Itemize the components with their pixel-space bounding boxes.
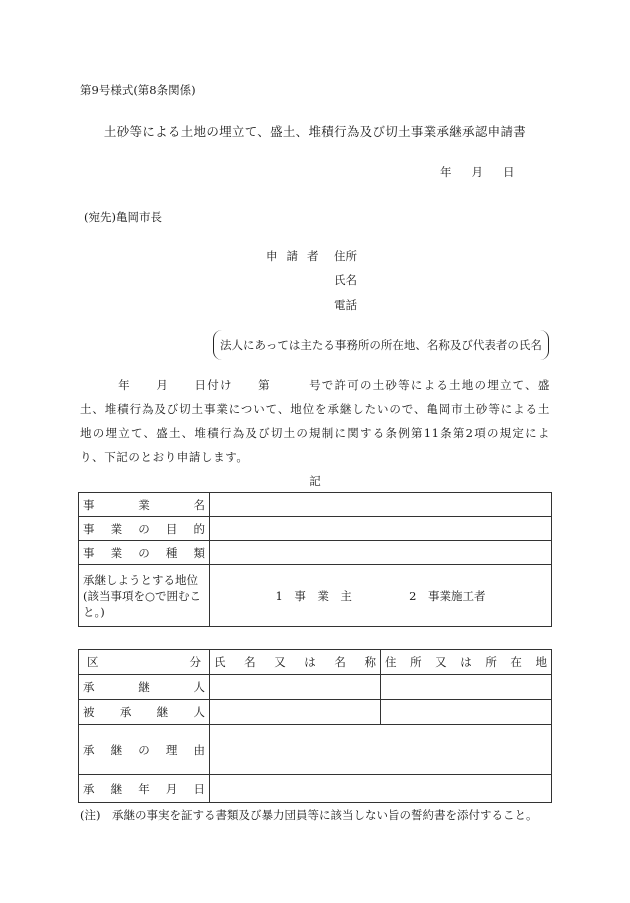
succession-date-label: 承 継 年 月 日 — [83, 781, 205, 796]
status-option-contractor[interactable]: 2 事業施工者 — [409, 588, 486, 603]
header-category-cell — [79, 650, 210, 675]
date-line — [440, 164, 515, 180]
predecessor-label: 被 承 継 人 — [83, 705, 205, 719]
successor-label-cell — [79, 675, 210, 700]
reason-label-cell — [79, 725, 210, 775]
project-type-field[interactable] — [210, 541, 552, 565]
succession-date-label-cell — [79, 775, 210, 803]
successor-address-field[interactable] — [381, 675, 552, 700]
project-type-label: 事 業 の 種 類 — [83, 545, 205, 560]
header-name: 氏 名 又 は 名 称 — [214, 655, 376, 669]
date-day-label: 日 — [503, 165, 515, 179]
project-name-label-cell — [79, 493, 210, 517]
status-options-cell — [210, 565, 552, 627]
successor-name-field[interactable] — [210, 675, 381, 700]
project-purpose-label-cell — [79, 517, 210, 541]
predecessor-address-field[interactable] — [381, 700, 552, 725]
succession-date-field[interactable] — [210, 775, 552, 803]
corporate-note-text: 法人にあっては主たる事務所の所在地、名称及び代表者の氏名 — [220, 338, 542, 352]
project-purpose-field[interactable] — [210, 517, 552, 541]
addressee: (宛先)亀岡市長 — [84, 210, 162, 224]
ki-heading: 記 — [309, 474, 321, 488]
predecessor-label-cell — [79, 700, 210, 725]
succession-table — [78, 649, 552, 803]
date-month-label: 月 — [471, 165, 483, 179]
header-address: 住 所 又 は 所 在 地 — [385, 655, 547, 669]
successor-label: 承 継 人 — [83, 680, 205, 694]
form-number: 第9号様式(第8条関係) — [80, 83, 196, 97]
date-year-label: 年 — [440, 165, 452, 179]
header-category: 区 分 — [87, 655, 201, 669]
document-title: 土砂等による土地の埋立て、盛土、堆積行為及び切土事業承継承認申請書 — [103, 124, 527, 139]
application-body-text: 年 月 日付け 第 号で許可の土砂等による土地の埋立て、盛土、堆積行為及び切土事業について、地位を承継したいので、亀岡市土砂等による土地の埋立て、盛土、堆積行為及び切土の規制に関する条例第11条第2項の規定により、下記のとおり申請します。 — [80, 378, 550, 464]
project-type-label-cell — [79, 541, 210, 565]
applicant-label: 申請者 — [266, 249, 328, 263]
applicant-name-label: 氏名 — [334, 273, 357, 287]
applicant-address-label: 住所 — [334, 249, 357, 263]
status-label: 承継しようとする地位(該当事項を○で囲むこと。) — [83, 572, 202, 619]
corporate-note — [213, 330, 549, 360]
status-option-business-owner[interactable]: 1 事 業 主 — [275, 588, 352, 603]
predecessor-name-field[interactable] — [210, 700, 381, 725]
reason-field[interactable] — [210, 725, 552, 775]
reason-label: 承 継 の 理 由 — [83, 742, 205, 757]
project-name-label: 事 業 名 — [83, 497, 205, 512]
header-address-cell — [381, 650, 552, 675]
footnote: (注) 承継の事実を証する書類及び暴力団員等に該当しない旨の誓約書を添付すること。 — [80, 808, 538, 822]
project-table — [78, 492, 552, 627]
applicant-phone-label: 電話 — [334, 298, 357, 312]
status-label-cell — [79, 565, 210, 627]
project-purpose-label: 事 業 の 目 的 — [83, 521, 205, 536]
project-name-field[interactable] — [210, 493, 552, 517]
header-name-cell — [210, 650, 381, 675]
